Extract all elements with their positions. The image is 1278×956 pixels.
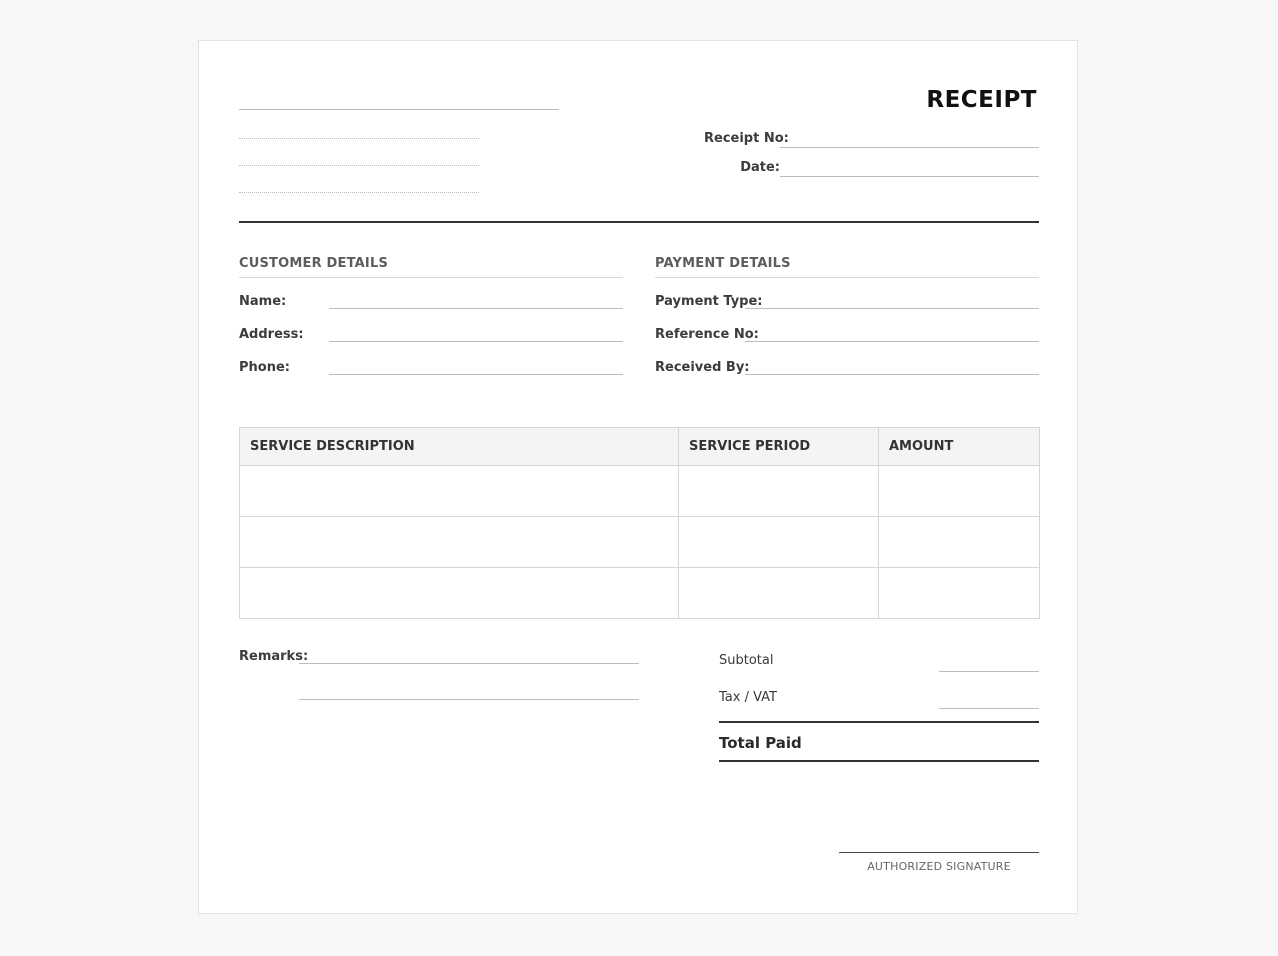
service-period-cell[interactable] bbox=[679, 517, 879, 568]
company-address-line-2 bbox=[239, 165, 479, 166]
authorized-signature-label: AUTHORIZED SIGNATURE bbox=[867, 860, 1011, 873]
table-row bbox=[240, 517, 1040, 568]
customer-name-label: Name: bbox=[239, 294, 287, 309]
remarks-label: Remarks: bbox=[239, 649, 309, 664]
subtotal-label: Subtotal bbox=[719, 653, 774, 668]
customer-address-label: Address: bbox=[239, 327, 304, 342]
reference-no-label: Reference No: bbox=[655, 327, 759, 342]
table-row bbox=[240, 568, 1040, 619]
amount-cell[interactable] bbox=[879, 466, 1040, 517]
remarks-field-line-1[interactable] bbox=[299, 663, 639, 664]
customer-phone-label: Phone: bbox=[239, 360, 290, 375]
service-period-header: SERVICE PERIOD bbox=[679, 428, 879, 466]
receipt-title: RECEIPT bbox=[926, 87, 1037, 113]
customer-details-heading: CUSTOMER DETAILS bbox=[239, 256, 389, 271]
remarks-field-line-2[interactable] bbox=[299, 699, 639, 700]
receipt-page bbox=[198, 40, 1078, 914]
payment-type-field[interactable] bbox=[745, 308, 1039, 309]
service-description-cell[interactable] bbox=[240, 517, 679, 568]
company-name-line bbox=[239, 109, 559, 110]
received-by-field[interactable] bbox=[745, 374, 1039, 375]
header-divider bbox=[239, 221, 1039, 223]
customer-name-field[interactable] bbox=[329, 308, 623, 309]
table-header-row bbox=[240, 428, 1040, 466]
customer-heading-underline bbox=[239, 277, 623, 278]
receipt-no-field[interactable] bbox=[780, 147, 1039, 148]
customer-address-field[interactable] bbox=[329, 341, 623, 342]
tax-vat-label: Tax / VAT bbox=[719, 690, 777, 705]
received-by-label: Received By: bbox=[655, 360, 750, 375]
payment-type-label: Payment Type: bbox=[655, 294, 763, 309]
service-description-cell[interactable] bbox=[240, 466, 679, 517]
date-field[interactable] bbox=[780, 176, 1039, 177]
date-label: Date: bbox=[740, 160, 780, 175]
company-address-line-3 bbox=[239, 192, 479, 193]
service-description-cell[interactable] bbox=[240, 568, 679, 619]
company-address-line-1 bbox=[239, 138, 479, 139]
payment-details-heading: PAYMENT DETAILS bbox=[655, 256, 791, 271]
amount-cell[interactable] bbox=[879, 517, 1040, 568]
amount-cell[interactable] bbox=[879, 568, 1040, 619]
amount-header: AMOUNT bbox=[879, 428, 1040, 466]
payment-heading-underline bbox=[655, 277, 1039, 278]
reference-no-field[interactable] bbox=[745, 341, 1039, 342]
subtotal-field[interactable] bbox=[939, 671, 1039, 672]
total-top-rule bbox=[719, 721, 1039, 723]
signature-line[interactable] bbox=[839, 852, 1039, 853]
service-period-cell[interactable] bbox=[679, 466, 879, 517]
services-table bbox=[239, 427, 1040, 619]
total-paid-label: Total Paid bbox=[719, 734, 802, 752]
table-row bbox=[240, 466, 1040, 517]
tax-vat-field[interactable] bbox=[939, 708, 1039, 709]
customer-phone-field[interactable] bbox=[329, 374, 623, 375]
service-description-header: SERVICE DESCRIPTION bbox=[240, 428, 679, 466]
total-bottom-rule bbox=[719, 760, 1039, 762]
service-period-cell[interactable] bbox=[679, 568, 879, 619]
receipt-no-label: Receipt No: bbox=[704, 131, 789, 146]
